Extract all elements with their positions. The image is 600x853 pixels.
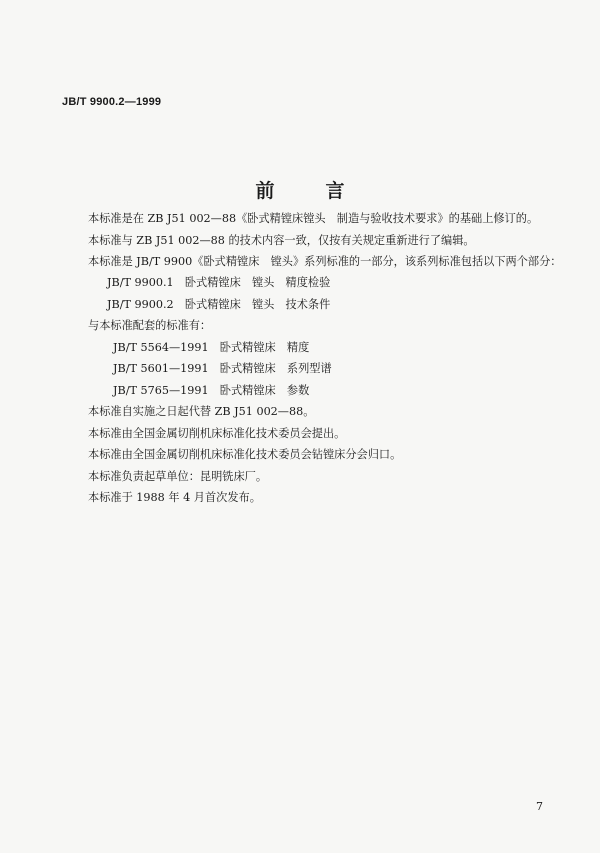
page-title: 前 言 <box>255 180 361 202</box>
series-part-1: JB/T 9900.1 卧式精镗床 镗头 精度检验 <box>107 276 331 289</box>
page-number: 7 <box>536 800 543 813</box>
standard-code: JB/T 9900.2—1999 <box>62 96 162 108</box>
related-standard-3: JB/T 5765—1991 卧式精镗床 参数 <box>113 384 310 397</box>
paragraph-series-intro: 本标准是 JB/T 9900《卧式精镗床 镗头》系列标准的一部分，该系列标准包括以下两个部分： <box>88 255 562 268</box>
series-part-2: JB/T 9900.2 卧式精镗床 镗头 技术条件 <box>107 298 331 311</box>
paragraph-first-published: 本标准于 1988 年 4 月首次发布。 <box>88 491 261 504</box>
paragraph-related-standards: 与本标准配套的标准有： <box>88 319 212 332</box>
paragraph-proposed-by: 本标准由全国金属切削机床标准化技术委员会提出。 <box>88 427 346 440</box>
paragraph-content-consistency: 本标准与 ZB J51 002—88 的技术内容一致，仅按有关规定重新进行了编辑。 <box>88 234 475 247</box>
related-standard-1: JB/T 5564—1991 卧式精镗床 精度 <box>113 341 310 354</box>
paragraph-revision-basis: 本标准是在 ZB J51 002—88《卧式精镗床镗头 制造与验收技术要求》的基础上修订的。 <box>88 212 539 225</box>
paragraph-managed-by: 本标准由全国金属切削机床标准化技术委员会钻镗床分会归口。 <box>88 448 402 461</box>
related-standard-2: JB/T 5601—1991 卧式精镗床 系列型谱 <box>113 362 332 375</box>
paragraph-drafting-unit: 本标准负责起草单位：昆明铣床厂。 <box>88 470 268 483</box>
paragraph-replaces: 本标准自实施之日起代替 ZB J51 002—88。 <box>88 405 315 418</box>
